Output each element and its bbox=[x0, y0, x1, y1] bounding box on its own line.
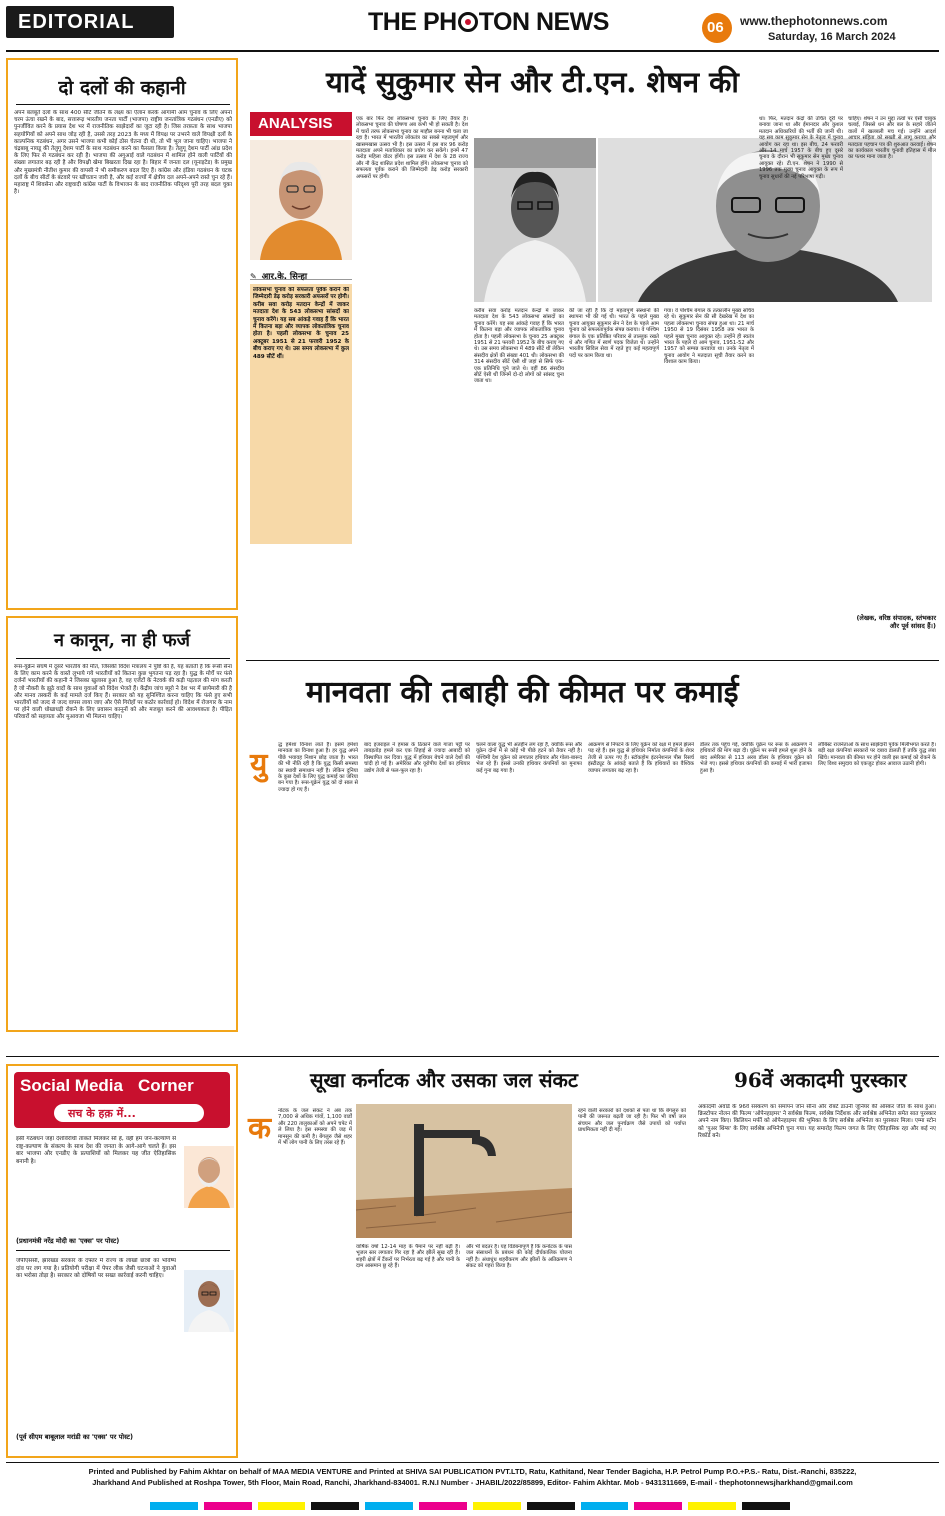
main-article-divider bbox=[246, 660, 939, 661]
sukumar-sen-photo bbox=[474, 138, 596, 302]
karnataka-col-3: और भी बदतर है। यह विडंबनापूर्ण है कि कर्नाटक के पास जल संसाधनों के प्रबंधन की कोई दीर्घकालिक योजना नहीं है। अंधाधुंध शहरीकरण और झीलों के अतिक्रमण ने संकट को गहरा किया है। bbox=[466, 1244, 572, 1270]
karnataka-drop-cap: क bbox=[248, 1111, 272, 1146]
middle-col-2: बाद इजराइल ने हमास के ठिकाने वाले गाजा पट्टी पर ताबड़तोड़ हमले कर एक तिहाई से ज्यादा आबादी को विस्थापित कर दिया। युद्ध में हथियार बेचने वाले देशों की चांदी हो गई है। अमेरिका और यूरोपीय देशों का हथियार उद्योग तेजी से फल-फूल रहा है। bbox=[364, 742, 470, 774]
portrait-sen-icon bbox=[474, 138, 596, 302]
author-photo bbox=[250, 140, 352, 260]
middle-col-3: चलने वाला युद्ध भी अंतहीन लग रहा है, क्योंकि रूस और यूक्रेन दोनों में से कोई भी पीछे हटने को तैयार नहीं है। पश्चिमी देश यूक्रेन को लगातार हथियार और गोला-बारूद भेज रहे हैं। इससे उनकी हथियार कंपनियों का मुनाफा कई गुना बढ़ गया है। bbox=[476, 742, 582, 774]
middle-col-5: डॉलर तक पहुंच गई, क्योंकि यूक्रेन पर रूस के आक्रमण ने हथियारों की मांग बढ़ा दी। यूक्रेन पर रूसी हमले शुरू होने के बाद अमेरिका से 113 अरब डॉलर के हथियार यूक्रेन को भेजे गए। इससे हथियार कंपनियों की कमाई में भारी इजाफा हुआ है। bbox=[700, 742, 812, 774]
social-post-1-author: (प्रधानमंत्री नरेंद्र मोदी का 'एक्स' पर पोस्ट) bbox=[16, 1237, 120, 1245]
page-number: 06 bbox=[702, 13, 732, 43]
main-headline: यादें सुकुमार सेन और टी.एन. शेषन की bbox=[326, 65, 739, 99]
author-portrait-icon bbox=[250, 140, 352, 260]
editorial-box-2 bbox=[6, 616, 238, 1032]
issue-date: Saturday, 16 March 2024 bbox=[768, 31, 896, 43]
karnataka-headline: सूखा कर्नाटक और उसका जल संकट bbox=[310, 1068, 578, 1092]
main-col-3: की जा रही है कि दो महत्वपूर्ण संस्थानों की स्थापना भी की गई थी। भारत के पहले मुख्य चुनाव आयुक्त सुकुमार सेन ने देश के पहले आम चुनाव को सफलतापूर्वक संपन्न कराया। वे पश्चिम बंगाल के एक प्रतिष्ठित परिवार से ताल्लुक रखते थे और गणित में स्वर्ण पदक विजेता थे। उन्होंने भारतीय सिविल सेवा में रहते हुए कई महत्वपूर्ण पदों पर काम किया था। bbox=[569, 308, 659, 359]
middle-drop-cap: यु bbox=[250, 747, 268, 782]
social-media-tagline-bar: सच के हक़ में... bbox=[54, 1104, 204, 1122]
middle-col-4: आक्रमण से निपटने के लिए यूक्रेन को रक्षा में हमले झेलने पड़ रहे हैं। इस युद्ध से हथियार निर्माता कंपनियों के शेयर तेजी से ऊपर गए हैं। स्टॉकहोम इंटरनेशनल पीस रिसर्च इंस्टीट्यूट के आंकड़े बताते हैं कि हथियारों का वैश्विक व्यापार लगातार बढ़ रहा है। bbox=[588, 742, 694, 774]
middle-col-1: द्ध हमेशा विनाश लाते हैं। इसमें हमेशा मानवता का विनाश हुआ है। हर युद्ध अपने पीछे भयावह निशान छोड़ जाता है। भारत की भी नीति रही है कि युद्ध किसी समस्या का स्थायी समाधान नहीं है। लेकिन दुनिया के कुछ देशों के लिए युद्ध कमाई का जरिया बन गया है। रूस-यूक्रेन युद्ध को दो साल से ज्यादा हो गए हैं। bbox=[278, 742, 358, 793]
footer-imprint: Printed and Published by Fahim Akhtar on behalf of MAA MEDIA VENTURE and Printed at SHIVA SAI PUBLICATION PVT.LTD, Ratu, Kathitand, Near Tender Bagicha, H.P. Petrol Pump P.O.+P.S.- Ratu, Dist.-Ranchi, 835222, Jharkhand And Published at Roshpa Tower, 5th Floor, Main Road, Ranchi, Jharkhand-834001. R.N.I Number - JHABIL/2022/85899, Editor- Fahim Akhtar. Mob - 9431311669, E-mail - thephotonnewsjharkhand@gmail.com bbox=[88, 1467, 857, 1487]
middle-headline: मानवता की तबाही की कीमत पर कमाई bbox=[306, 675, 739, 710]
main-col-6: चाहिए। शेषन ने उन मुद्दा तत्वों पर ऐसी चाबुक चलाई, जिससे धन और बल के सहारे जीतने वालों में खलबली मच गई। उन्होंने आदर्श आचार संहिता को सख्ती से लागू कराया और मतदाता पहचान पत्र की शुरुआत करवाई। शेषन का कार्यकाल भारतीय चुनावी इतिहास में मील का पत्थर माना जाता है। bbox=[848, 116, 936, 161]
dry-tap-icon bbox=[356, 1104, 572, 1238]
masthead bbox=[0, 0, 945, 50]
middle-col-6: लॉबिस्ट राजनेताओं के साथ साझेदारी पूर्वक मिलीभगत करते हैं। बड़ी रक्षा कंपनियां सरकारों पर दबाव डालती हैं ताकि युद्ध लंबा खिंचे। मानवता की कीमत पर होने वाली इस कमाई को रोकने के लिए विश्व समुदाय को एकजुट होकर आवाज उठानी होगी। bbox=[818, 742, 936, 768]
karnataka-col-1: र्नाटक के जल संकट ने अब तक 7,000 से अधिक गांवों, 1,100 वार्डों और 220 तालुकाओं को अपने चपेट में ले लिया है। इस समस्या की जड़ में मानसून की कमी है। बेंगलुरु जैसे शहर में भी लोग पानी के लिए तरस रहे हैं। bbox=[278, 1108, 352, 1147]
logo-globe-icon bbox=[458, 12, 478, 32]
social-post-1: इसी गठबंधन जहां देशविरोधी ताकतें मिलकर सौ हैं, वहीं हम जन-कल्याण से राष्ट्र-कल्याण के संकल्प के साथ देश की जनता के आगे-आगे चलते हैं। इस बार भाजपा और एनडीए के प्रत्याशियों को मिलकर यह जीत ऐतिहासिक बनानी है। bbox=[16, 1136, 176, 1165]
editorial-1-body: अपने बलबूते दलों के साथ 400 सीटें जीतने के लक्ष्य का ऐलान करके आगामी आम चुनाव के लिए अपना चरम ऊंचा रखने के बाद, सत्तारूढ़ भारतीय जनता पार्टी (भाजपा) राष्ट्रीय जनतांत्रिक गठबंधन (एनडीए) को पुनर्जीवित करने के प्रयास देश भर में राजनीतिक साझेदारों का जुटा रही है। जिस तरफ़ता के साथ भाजपा सहयोगियों को अपने साथ जोड़ रही है, उससे तरह 2023 के मध्य में विपक्ष पर उभरने वाले विपक्षी दलों के काल्पनिक गठबंधन, अगर उसने भाजपा कभी कोई ठोस चेतना दी थी, तो भी भूल जाना चाहिए। भाजपा ने चंद्रबाबू नायडू की तेलुगू देशम पार्टी के साथ गठबंधन करने का फैसला किया है। तेलुगू देशम पार्टी आंध्र प्रदेश के लिए फिर से गठबंधन कर रही है। भाजपा की अगुआई वाले गठबंधन में शामिल होने वाली पार्टियों की संख्या लगातार बढ़ रही है और विपक्षी खेमा बिखरता दिख रहा है। बिहार में जनता दल (यूनाइटेड) के प्रमुख और मुख्यमंत्री नीतीश कुमार की वापसी ने भी समीकरण बदल दिए हैं। कांग्रेस और इंडिया गठबंधन के घटक दलों के बीच सीटों के बंटवारे पर खींचतान जारी है, और कई राज्यों में क्षेत्रीय दल अपने-अपने रास्ते चुन रहे हैं। महाराष्ट्र में शिवसेना और राष्ट्रवादी कांग्रेस पार्टी के विभाजन के बाद राजनीतिक परिदृश्य पूरी तरह बदल चुका है। bbox=[14, 110, 232, 196]
dry-tap-photo bbox=[356, 1104, 572, 1238]
author-note: (लेखक, वरिष्ठ संपादक, स्तंभकार और पूर्व सांसद हैं।) bbox=[856, 614, 936, 630]
main-col-4: गया। वे पश्चिम बंगाल के तत्कालीन मुख्य सचिव रहे थे। सुकुमार सेन की सी देखरेख में देश का पहला लोकसभा चुनाव संपन्न हुआ था। 21 मार्च 1950 से 19 दिसंबर 1958 तक भारत के पहले मुख्य चुनाव आयुक्त रहे। उन्होंने ही स्वतंत्र भारत के पहले दो आम चुनाव, 1951-52 और 1957 को सम्पन्न करवाया था। उनके नेतृत्व में चुनाव आयोग ने मतदाता सूची तैयार करने का विशाल काम किया। bbox=[664, 308, 754, 366]
footer-divider bbox=[6, 1462, 939, 1463]
social-post-2: जेपीएससी, झारखंड सरकार के दफ्तर में राज्य के लाखों छात्रों का भविष्य दांव पर लग गया है। प्रतियोगी परीक्षा में पेपर लीक जैसी घटनाओं ने युवाओं का भरोसा तोड़ा है। सरकार को दोषियों पर सख्त कार्रवाई करनी चाहिए। bbox=[16, 1258, 176, 1280]
editorial-1-title: दो दलों की कहानी bbox=[58, 77, 186, 99]
masthead-divider bbox=[6, 50, 939, 52]
karnataka-article bbox=[246, 1064, 690, 1458]
award-headline: 96वें अकादमी पुरस्कार bbox=[734, 1068, 907, 1092]
analysis-badge: ANALYSIS bbox=[250, 112, 352, 136]
karnataka-col-2: वार्षिक वर्षा 12-14 माह के पैमाने पर नहीं बढ़ी है। भूजल स्तर लगातार गिर रहा है और झीलें सूख रही हैं। शहरी क्षेत्रों में टैंकरों पर निर्भरता बढ़ गई है और पानी के दाम आसमान छू रहे हैं। bbox=[356, 1244, 460, 1270]
social-divider bbox=[16, 1250, 230, 1251]
social-media-corner bbox=[6, 1064, 238, 1458]
author-name: ✎ आर.के. सिन्हा bbox=[250, 264, 352, 280]
main-article bbox=[246, 58, 939, 658]
website-link[interactable]: www.thephotonnews.com bbox=[740, 14, 888, 28]
section-label-text: EDITORIAL bbox=[18, 11, 135, 33]
paper-name: THE PH TON NEWS bbox=[368, 8, 609, 36]
social-post-2-author: (पूर्व सीएम बाबूलाल मरांडी का 'एक्स' पर पोस्ट) bbox=[16, 1433, 133, 1441]
editorial-box-1 bbox=[6, 58, 238, 610]
main-col-1: एक बार फिर देश लोकसभा चुनाव के लिए तैयार है। लोकसभा चुनाव की घोषणा अब कभी भी हो सकती है। देश में चारों तरफ लोकसभा चुनाव का माहौल बनना भी चला जा रहा है। भारत में भारतीय लोकतंत्र का सबसे महत्वपूर्ण और खासमखास उत्सव भी है। इस उत्सव में इस बार 96 करोड़ मतदाता अपने मताधिकार का प्रयोग कर सकेंगे। इनमें 47 करोड़ महिला वोटर होंगी। इस उत्सव में देश के 28 राज्य और नौ केंद्र शासित प्रदेश शामिल होंगे। लोकसभा चुनाव को सफलता पूर्वक कराने की जिम्मेदारी डेढ़ करोड़ सरकारी अफसरों पर होगी। bbox=[356, 116, 468, 180]
editorial-2-title: न कानून, ना ही फर्ज bbox=[54, 630, 190, 651]
marandi-avatar bbox=[184, 1270, 234, 1332]
color-registration-bar bbox=[150, 1502, 790, 1510]
modi-avatar bbox=[184, 1146, 234, 1208]
karnataka-col-4: रहने वाली सरकारों को दशकों से पता था कि बेंगलुरु को पानी की जरूरत बढ़ती जा रही है। फिर भी वर्षा जल संचयन और जल पुनर्चक्रण जैसे उपायों को पर्याप्त प्राथमिकता नहीं दी गई। bbox=[578, 1108, 686, 1134]
social-media-header: Social Media Corner सच के हक़ में... bbox=[14, 1072, 230, 1128]
avatar-marandi-icon bbox=[184, 1270, 234, 1332]
highlight-box: लोकसभा चुनाव को सफलता पूर्वक कराने की जिम्मेदारी डेढ़ करोड़ सरकारी अफसरों पर होगी। करीब सवा करोड़ मतदान केन्द्रों में जाकर मतदाता देश के 543 लोकसभा सांसदों का चुनाव करेंगे। यह सब आंकड़े गवाह हैं कि भारत में कितना बड़ा और व्यापक लोकतांत्रिक चुनाव होता है। पहली लोकसभा के चुनाव 25 अक्टूबर 1951 से 21 फरवरी 1952 के बीच कराए गए थे। उस समय लोकसभा में कुल 489 सीटें थीं। bbox=[250, 284, 352, 544]
section-label bbox=[6, 6, 174, 38]
editorial-1-underline bbox=[16, 104, 230, 105]
avatar-modi-icon bbox=[184, 1146, 234, 1208]
middle-article bbox=[246, 664, 939, 1054]
main-col-5: था। फिर, मतदान केंद्रों की उचित दूरी पर बनाया जाना था और ईमानदार और कुशल मतदान अधिकारियों की भर्ती की जानी थी। यह सब काम सुकुमार सेन के नेतृत्व में चुनाव आयोग कर रहा था। इस बीच, 24 फरवरी और 14 मार्च 1957 के बीच हुए दूसरे चुनाव के दौरान भी सुकुमार सेन मुख्य चुनाव आयुक्त रहे। टी.एन. शेषन ने 1990 से 1996 तक मुख्य चुनाव आयुक्त के रूप में चुनाव सुधारों की नई परिभाषा गढ़ी। bbox=[759, 116, 843, 180]
editorial-2-body: रूस-यूक्रेन संघर्ष में दूसरे भारतीय की मौत, जिसकी विदेश मंत्रालय ने पुष्टि की है, यह बताती है कि रूसी सेना के लिए काम करने के वास्ते लुभाये गये भारतीयों को कितना कुछ भुगतना पड़ रहा है। युद्ध के मोर्चे पर फंसे दर्जनों भारतीयों की कहानी ने जिसका खुलासा हुआ है, वह एजेंटों के नेटवर्क की कड़ी पड़ताल की मांग करती है जो नौकरी के झूठे वादों के साथ युवाओं को विदेश भेजते हैं। केंद्रीय जांच ब्यूरो ने देश भर में छापेमारी की है और मानव तस्करी के कई मामले दर्ज किए हैं। सरकार को यह सुनिश्चित करना चाहिए कि फंसे हुए सभी भारतीयों को जल्द से जल्द वापस लाया जाए और ऐसे गिरोहों पर कठोर कार्रवाई हो। विदेश में रोजगार के नाम पर होने वाली धोखाधड़ी रोकने के लिए प्रवासन कानूनों को और मजबूत करने की आवश्यकता है। पीड़ित परिवारों को सहायता और मुआवजा भी मिलना चाहिए। bbox=[14, 664, 232, 721]
award-article bbox=[696, 1064, 939, 1458]
editorial-2-underline bbox=[16, 658, 230, 659]
middle-article-divider bbox=[6, 1056, 939, 1057]
pen-icon: ✎ bbox=[250, 272, 257, 281]
award-body: अकादमी अवार्ड के 96वें संस्करण का समापन जॉन सीना और रॉबर्ट डाउनी जूनियर की ऑस्कर जीत के साथ हुआ। क्रिस्टोफर नोलन की फिल्म 'ओपेनहाइमर' ने सर्वश्रेष्ठ फिल्म, सर्वश्रेष्ठ निर्देशक और सर्वश्रेष्ठ अभिनेता समेत सात पुरस्कार अपने नाम किए। किलियन मर्फी को ओपेनहाइमर की भूमिका के लिए सर्वश्रेष्ठ अभिनेता का पुरस्कार मिला। एम्मा स्टोन को 'पुअर थिंग्स' के लिए सर्वश्रेष्ठ अभिनेत्री चुना गया। यह समारोह फिल्म जगत के लिए ऐतिहासिक रहा और कई नए रिकॉर्ड बने। bbox=[698, 1104, 936, 1139]
main-col-2: करीब सवा करोड़ मतदान केन्द्रों में जाकर मतदाता देश के 543 लोकसभा सांसदों का चुनाव करेंगे। यह सब आंकड़े गवाह हैं कि भारत में कितना बड़ा और व्यापक लोकतांत्रिक चुनाव होता है। पहली लोकसभा के चुनाव 25 अक्टूबर 1951 से 21 फरवरी 1952 के बीच कराए गए थे। उस समय लोकसभा में 489 सीटें थीं लेकिन संसदीय क्षेत्रों की संख्या 401 थी। लोकसभा की 314 संसदीय सीटें ऐसी थीं जहां से सिर्फ एक-एक प्रतिनिधि चुने जाते थे। वहीं 86 संसदीय सीटें ऐसी थीं जिनमें दो-दो लोगों को सांसद चुना जाता था। bbox=[474, 308, 564, 385]
